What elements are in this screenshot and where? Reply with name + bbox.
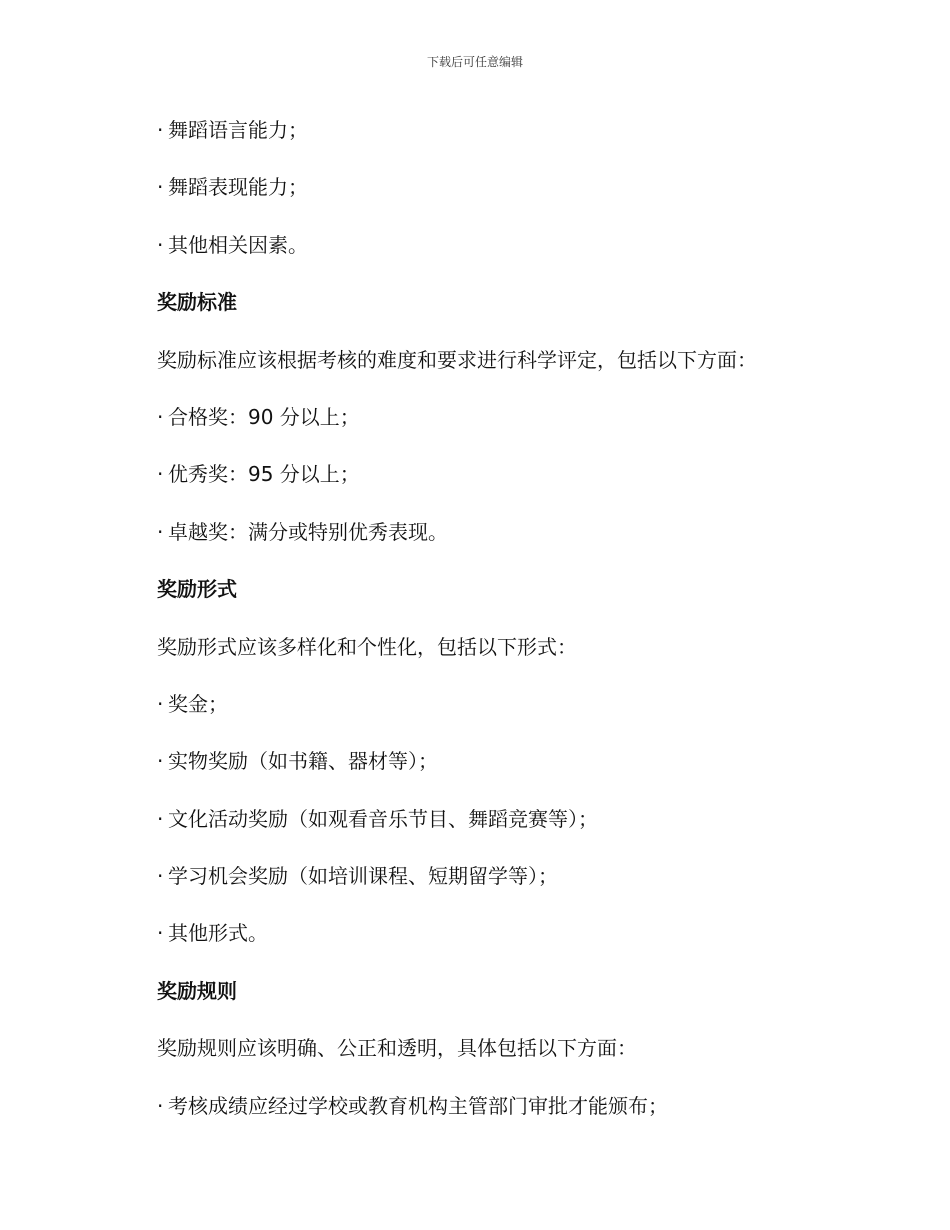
line-text: 奖金； <box>168 691 228 716</box>
line-text: 学习机会奖励（如培训课程、短期留学等）； <box>168 864 558 889</box>
bullet-item <box>157 167 877 224</box>
bullet-item <box>157 454 877 511</box>
bullet-dot: · <box>157 691 164 716</box>
bullet-dot: · <box>157 864 164 889</box>
line-text: 考核成绩应经过学校或教育机构主管部门审批才能颁布； <box>168 1093 668 1118</box>
bullet-item <box>157 799 877 856</box>
bullet-item <box>157 397 877 454</box>
line-text: 实物奖励（如书籍、器材等）； <box>168 749 438 774</box>
line-text: 奖励形式应该多样化和个性化，包括以下形式： <box>157 634 577 659</box>
line-text: 卓越奖：满分或特别优秀表现。 <box>168 519 448 544</box>
bullet-dot: · <box>157 1093 164 1118</box>
document-body <box>157 110 877 1143</box>
line-text: 奖励规则应该明确、公正和透明，具体包括以下方面： <box>157 1036 637 1061</box>
bullet-dot: · <box>157 175 164 200</box>
bullet-dot: · <box>157 921 164 946</box>
bullet-dot: · <box>157 749 164 774</box>
bullet-item <box>157 225 877 282</box>
heading-text: 奖励形式 <box>157 577 237 602</box>
line-text: 合格奖：90 分以上； <box>168 404 360 429</box>
bullet-dot: · <box>157 519 164 544</box>
bullet-dot: · <box>157 118 164 142</box>
section-heading <box>157 971 877 1028</box>
bullet-item <box>157 110 877 167</box>
heading-text: 奖励标准 <box>157 290 237 315</box>
paragraph <box>157 1028 877 1085</box>
paragraph <box>157 627 877 684</box>
paragraph <box>157 340 877 397</box>
bullet-dot: · <box>157 462 164 487</box>
line-text: 奖励标准应该根据考核的难度和要求进行科学评定，包括以下方面： <box>157 347 757 372</box>
bullet-dot: · <box>157 232 164 257</box>
bullet-dot: · <box>157 806 164 831</box>
line-text: 优秀奖：95 分以上； <box>168 462 360 487</box>
bullet-item <box>157 856 877 913</box>
section-heading <box>157 569 877 626</box>
line-text: 其他相关因素。 <box>168 232 308 257</box>
page-header: 下载后可任意编辑 <box>426 55 523 69</box>
bullet-dot: · <box>157 404 164 429</box>
bullet-item <box>157 512 877 569</box>
bullet-item <box>157 684 877 741</box>
line-text: 舞蹈表现能力； <box>168 175 308 200</box>
line-text: 文化活动奖励（如观看音乐节目、舞蹈竞赛等）； <box>168 806 598 831</box>
bullet-item <box>157 1086 877 1143</box>
bullet-item <box>157 741 877 798</box>
bullet-item <box>157 913 877 970</box>
heading-text: 奖励规则 <box>157 978 237 1003</box>
line-text: 舞蹈语言能力； <box>168 118 308 142</box>
section-heading <box>157 282 877 339</box>
line-text: 其他形式。 <box>168 921 268 946</box>
